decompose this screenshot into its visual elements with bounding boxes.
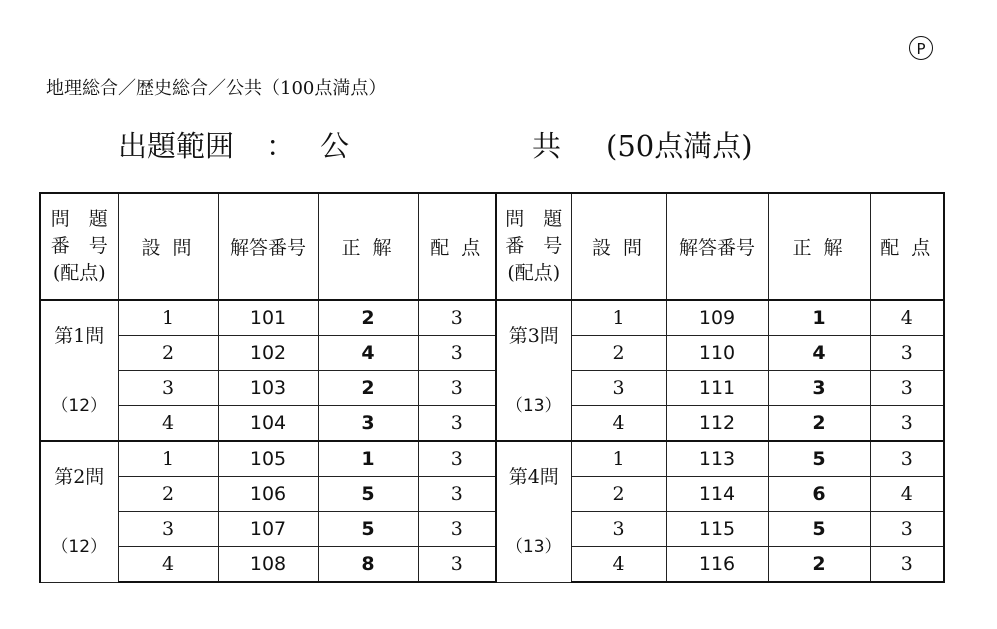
table-row [40,512,944,547]
correct-answer-cell: 5 [768,441,870,477]
correct-answer-cell: 8 [318,547,418,583]
table-row [40,547,944,583]
answer-number-cell: 105 [218,441,318,477]
item-cell: 3 [118,512,218,547]
table-row [40,300,944,336]
p-circle-mark: P [909,36,933,60]
question-group-cell [496,300,571,441]
points-cell: 3 [418,371,496,406]
item-cell: 1 [118,300,218,336]
header-correct-right: 正 解 [768,193,870,300]
question-label: 第3問 [508,324,559,347]
item-cell: 4 [118,547,218,583]
item-cell: 2 [571,477,666,512]
points-cell: 3 [870,512,944,547]
correct-answer-cell: 1 [768,300,870,336]
correct-answer-cell: 3 [768,371,870,406]
question-label: 第1問 [54,324,105,347]
points-cell: 3 [870,406,944,442]
header-correct: 正 解 [318,193,418,300]
answer-number-cell: 103 [218,371,318,406]
table-header-row [40,193,944,300]
answer-number-cell: 109 [666,300,768,336]
correct-answer-cell: 2 [318,300,418,336]
item-cell: 2 [118,336,218,371]
item-cell: 2 [571,336,666,371]
range-label: 出題範囲 [118,129,235,163]
correct-answer-cell: 1 [318,441,418,477]
table-row [40,336,944,371]
correct-answer-cell: 4 [768,336,870,371]
answer-number-cell: 106 [218,477,318,512]
answer-number-cell: 111 [666,371,768,406]
header-question-number: 問 題 番 号 (配点) [40,193,118,300]
item-cell: 4 [571,406,666,442]
range-points: (50点満点) [606,129,753,163]
table-row [40,477,944,512]
correct-answer-cell: 5 [318,477,418,512]
points-cell: 3 [870,371,944,406]
correct-answer-cell: 3 [318,406,418,442]
header-item-right: 設 問 [571,193,666,300]
question-group-cell [40,300,118,441]
answer-number-cell: 104 [218,406,318,442]
question-score: （12） [51,536,108,557]
question-group-cell [496,441,571,582]
range-colon: ： [266,129,296,163]
answer-table [39,192,945,583]
correct-answer-cell: 2 [318,371,418,406]
item-cell: 3 [571,512,666,547]
points-cell: 3 [418,512,496,547]
question-label: 第4問 [508,465,559,488]
question-label: 第2問 [54,465,105,488]
item-cell: 1 [118,441,218,477]
answer-number-cell: 112 [666,406,768,442]
header-answer-number-right: 解答番号 [666,193,768,300]
points-cell: 3 [418,441,496,477]
answer-number-cell: 115 [666,512,768,547]
item-cell: 3 [118,371,218,406]
answer-number-cell: 114 [666,477,768,512]
points-cell: 3 [418,336,496,371]
question-score: （12） [51,395,108,416]
header-question-number-right: 問 題 番 号 (配点) [496,193,571,300]
table-row [40,371,944,406]
points-cell: 3 [870,336,944,371]
answer-number-cell: 102 [218,336,318,371]
header-points-right: 配 点 [870,193,944,300]
answer-number-cell: 116 [666,547,768,583]
item-cell: 4 [118,406,218,442]
header-points: 配 点 [418,193,496,300]
item-cell: 4 [571,547,666,583]
points-cell: 3 [418,477,496,512]
correct-answer-cell: 6 [768,477,870,512]
points-cell: 3 [870,441,944,477]
correct-answer-cell: 2 [768,547,870,583]
correct-answer-cell: 5 [318,512,418,547]
correct-answer-cell: 5 [768,512,870,547]
table-row [40,406,944,442]
answer-number-cell: 107 [218,512,318,547]
item-cell: 3 [571,371,666,406]
question-score: （13） [505,536,562,557]
answer-number-cell: 110 [666,336,768,371]
question-score: （13） [505,395,562,416]
points-cell: 3 [418,406,496,442]
item-cell: 1 [571,300,666,336]
correct-answer-cell: 2 [768,406,870,442]
answer-number-cell: 108 [218,547,318,583]
points-cell: 4 [870,300,944,336]
header-item: 設 問 [118,193,218,300]
points-cell: 3 [418,300,496,336]
answer-number-cell: 101 [218,300,318,336]
correct-answer-cell: 4 [318,336,418,371]
range-subject-a: 公 [320,129,350,163]
header-answer-number: 解答番号 [218,193,318,300]
table-row [40,441,944,477]
points-cell: 4 [870,477,944,512]
subject-title: 地理総合／歴史総合／公共（100点満点） [46,78,387,99]
question-group-cell [40,441,118,582]
points-cell: 3 [418,547,496,583]
item-cell: 2 [118,477,218,512]
item-cell: 1 [571,441,666,477]
range-subject-b: 共 [532,129,562,163]
answer-number-cell: 113 [666,441,768,477]
points-cell: 3 [870,547,944,583]
